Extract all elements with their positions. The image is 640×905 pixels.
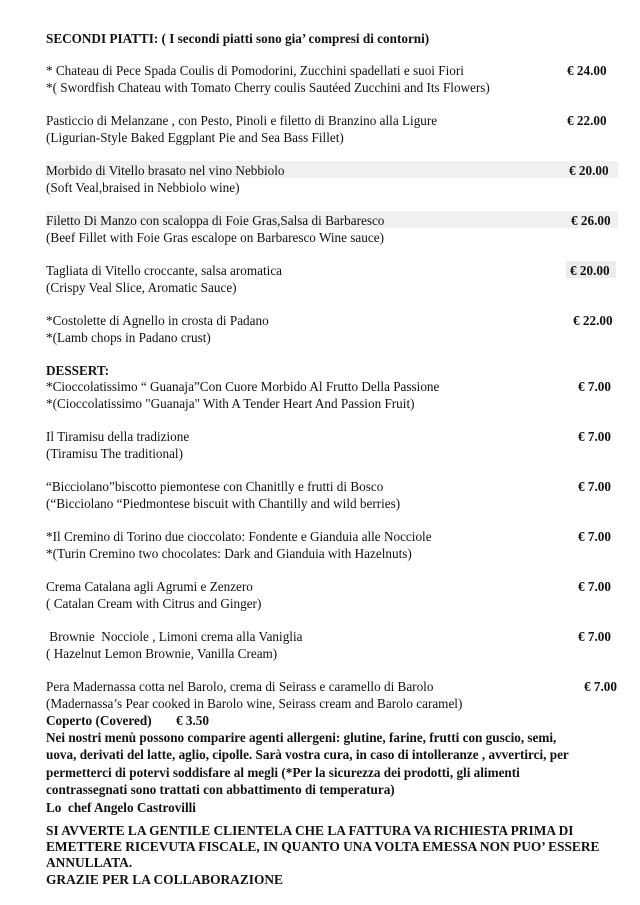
menu-item-price: € 22.00 xyxy=(567,113,607,128)
menu-item-translation: *(Turin Cremino two chocolates: Dark and Gianduia with Hazelnuts) xyxy=(46,546,412,561)
menu-item-price: € 20.00 xyxy=(569,163,609,178)
menu-item-name: Tagliata di Vitello croccante, salsa aromatica xyxy=(46,263,283,278)
menu-item-price: € 20.00 xyxy=(570,263,610,278)
menu-item-price: € 7.00 xyxy=(578,379,611,394)
menu-item-translation: *( Swordfish Chateau with Tomato Cherry coulis Sautéed Zucchini and Its Flowers) xyxy=(46,80,490,95)
menu-item-price: € 26.00 xyxy=(571,213,611,228)
menu-item-name: Brownie Nocciole , Limoni crema alla Vaniglia xyxy=(46,629,303,644)
menu-item-name: Filetto Di Manzo con scaloppa di Foie Gras,Salsa di Barbaresco xyxy=(46,213,385,228)
menu-item-translation: (Tiramisu The traditional) xyxy=(46,446,183,461)
menu-item-translation: ( Hazelnut Lemon Brownie, Vanilla Cream) xyxy=(46,646,278,661)
menu-item-translation: (Ligurian-Style Baked Eggplant Pie and Sea Bass Fillet) xyxy=(46,130,344,145)
menu-item-translation: (Crispy Veal Slice, Aromatic Sauce) xyxy=(46,280,237,295)
menu-item-name: Crema Catalana agli Agrumi e Zenzero xyxy=(46,579,253,594)
menu-item-name: “Bicciolano”biscotto piemontese con Chanitlly e frutti di Bosco xyxy=(46,479,384,494)
menu-item-translation: (“Bicciolano “Piedmontese biscuit with Chantilly and wild berries) xyxy=(46,496,401,511)
menu-item-translation: *(Lamb chops in Padano crust) xyxy=(46,330,211,345)
menu-item-name: Pasticcio di Melanzane , con Pesto, Pinoli e filetto di Branzino alla Ligure xyxy=(46,113,438,128)
coperto-label: Coperto (Covered) xyxy=(46,713,152,728)
menu-item-translation: (Beef Fillet with Foie Gras escalope on Barbaresco Wine sauce) xyxy=(46,230,384,245)
menu-item-translation: (Soft Veal,braised in Nebbiolo wine) xyxy=(46,180,240,195)
menu-item-name: *Cioccolatissimo “ Guanaja”Con Cuore Morbido Al Frutto Della Passione xyxy=(46,379,440,394)
menu-item-name: Il Tiramisu della tradizione xyxy=(46,429,190,444)
menu-item-translation: ( Catalan Cream with Citrus and Ginger) xyxy=(46,596,262,611)
menu-item-price: € 7.00 xyxy=(578,529,611,544)
menu-item-price: € 7.00 xyxy=(578,629,611,644)
menu-item-translation: (Madernassa’s Pear cooked in Barolo wine, Seirass cream and Barolo caramel) xyxy=(46,696,463,711)
menu-item-name: Pera Madernassa cotta nel Barolo, crema di Seirass e caramello di Barolo xyxy=(46,679,434,694)
menu-item-name: *Il Cremino di Torino due cioccolato: Fondente e Gianduia alle Nocciole xyxy=(46,529,432,544)
menu-item-price: € 7.00 xyxy=(584,679,617,694)
menu-item-price: € 7.00 xyxy=(578,429,611,444)
invoice-notice: SI AVVERTE LA GENTILE CLIENTELA CHE LA FATTURA VA RICHIESTA PRIMA DI EMETTERE RICEVUTA FISCALE, IN QUANTO UNA VOLTA EMESSA NON PUO’ ESSERE ANNULLATA. GRAZIE PER LA COLLABORAZIONE xyxy=(46,823,600,887)
coperto-price: € 3.50 xyxy=(176,713,209,728)
menu-item-name: *Costolette di Agnello in crosta di Padano xyxy=(46,313,269,328)
menu-item-translation: *(Cioccolatissimo "Guanaja" With A Tender Heart And Passion Fruit) xyxy=(46,396,415,411)
dessert-heading: DESSERT: xyxy=(46,363,110,378)
chef-signature: Lo chef Angelo Castrovilli xyxy=(46,800,196,815)
menu-item-price: € 7.00 xyxy=(578,479,611,494)
menu-item-name: * Chateau di Pece Spada Coulis di Pomodorini, Zucchini spadellati e suoi Fiori xyxy=(46,63,464,78)
menu-item-price: € 24.00 xyxy=(567,63,607,78)
secondi-heading: SECONDI PIATTI: ( I secondi piatti sono gia’ compresi di contorni) xyxy=(46,31,430,46)
menu-item-name: Morbido di Vitello brasato nel vino Nebbiolo xyxy=(46,163,285,178)
allergen-notice: Nei nostri menù possono comparire agenti allergeni: glutine, farine, frutti con guscio, semi, uova, derivati del latte, aglio, cipolle. Sarà vostra cura, in caso di intolleranze , avvertirci, per permetterci di potervi soddisfare al megli (*Per la sicurezza dei prodotti, gli alimenti contrassegnati sono trattati con abbattimento di temperatura) xyxy=(46,730,569,798)
menu-item-price: € 22.00 xyxy=(573,313,613,328)
menu-item-price: € 7.00 xyxy=(578,579,611,594)
